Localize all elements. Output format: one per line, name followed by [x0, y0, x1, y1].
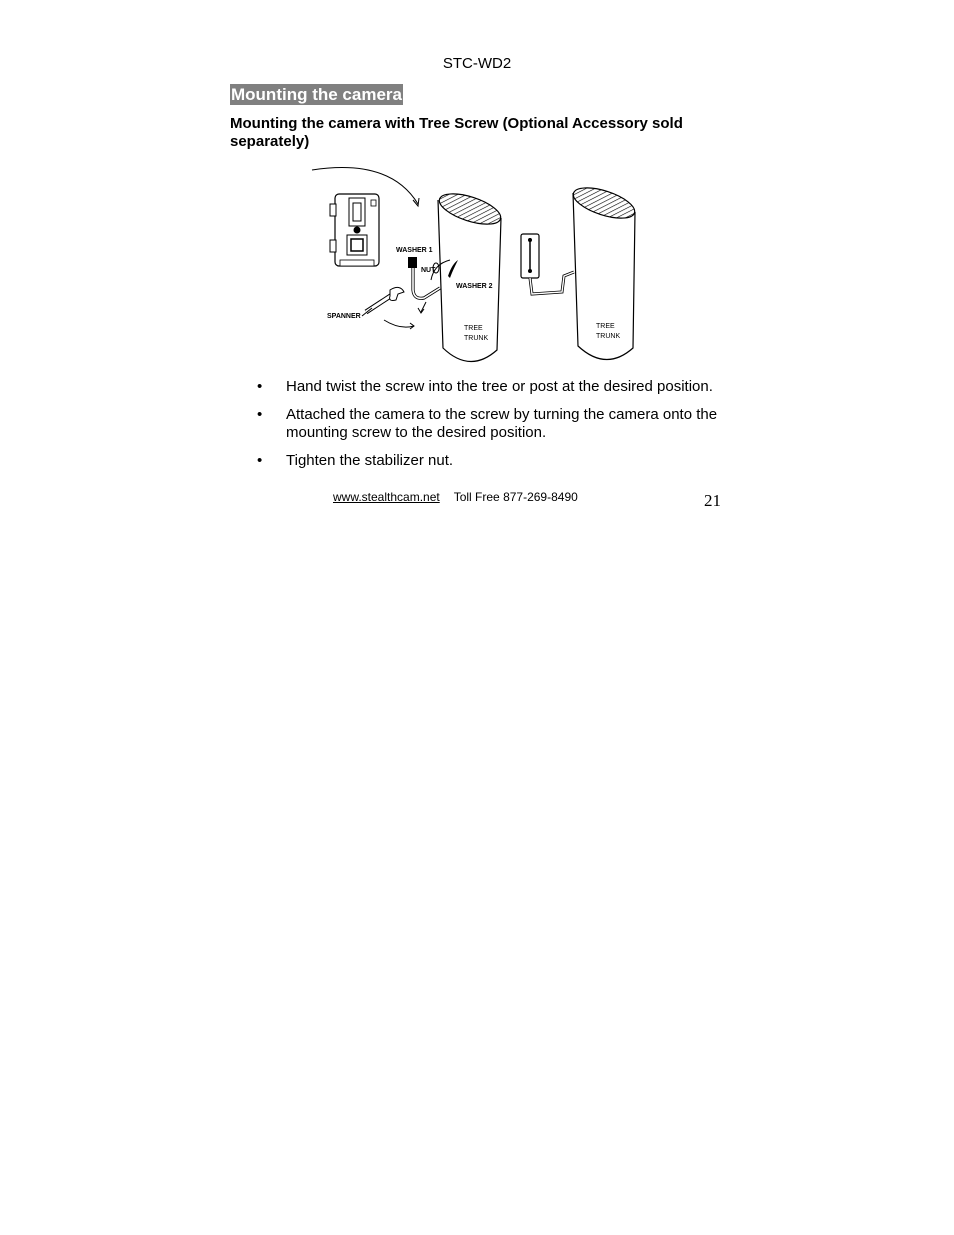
page-number: 21: [704, 491, 721, 510]
list-item-text: Hand twist the screw into the tree or post at the desired position.: [286, 378, 713, 395]
list-item: [230, 378, 720, 396]
section-title: Mounting the camera: [231, 85, 402, 104]
label-nut: NUT: [421, 267, 436, 274]
label-tree-right-2: TRUNK: [596, 333, 621, 340]
list-item-text: Attached the camera to the screw by turning the camera onto the mounting screw to the desired position.: [286, 406, 718, 441]
label-tree-left-2: TRUNK: [464, 335, 489, 342]
label-washer2: WASHER 2: [456, 283, 493, 290]
instruction-list: [230, 378, 720, 480]
camera-device: [330, 194, 379, 266]
label-tree-right-1: TREE: [596, 323, 615, 330]
footer: [333, 490, 578, 504]
mounting-illustration: [300, 160, 645, 372]
toll-free-phone: Toll Free 877-269-8490: [453, 490, 578, 504]
list-item: [230, 452, 720, 470]
subheading: Mounting the camera with Tree Screw (Optional Accessory sold separately): [230, 115, 683, 150]
label-washer1: WASHER 1: [396, 247, 433, 254]
label-tree-left-1: TREE: [464, 325, 483, 332]
mounted-camera: [521, 234, 574, 294]
list-item: [230, 406, 720, 442]
list-item-text: Tighten the stabilizer nut.: [286, 452, 454, 469]
label-spanner: SPANNER: [327, 313, 361, 320]
spanner-tool: [362, 287, 404, 316]
header-model: STC-WD2: [442, 55, 512, 72]
website-link[interactable]: www.stealthcam.net: [333, 490, 440, 504]
bullet-icon: •: [257, 406, 263, 423]
bullet-icon: •: [257, 378, 263, 395]
bullet-icon: •: [257, 452, 263, 469]
